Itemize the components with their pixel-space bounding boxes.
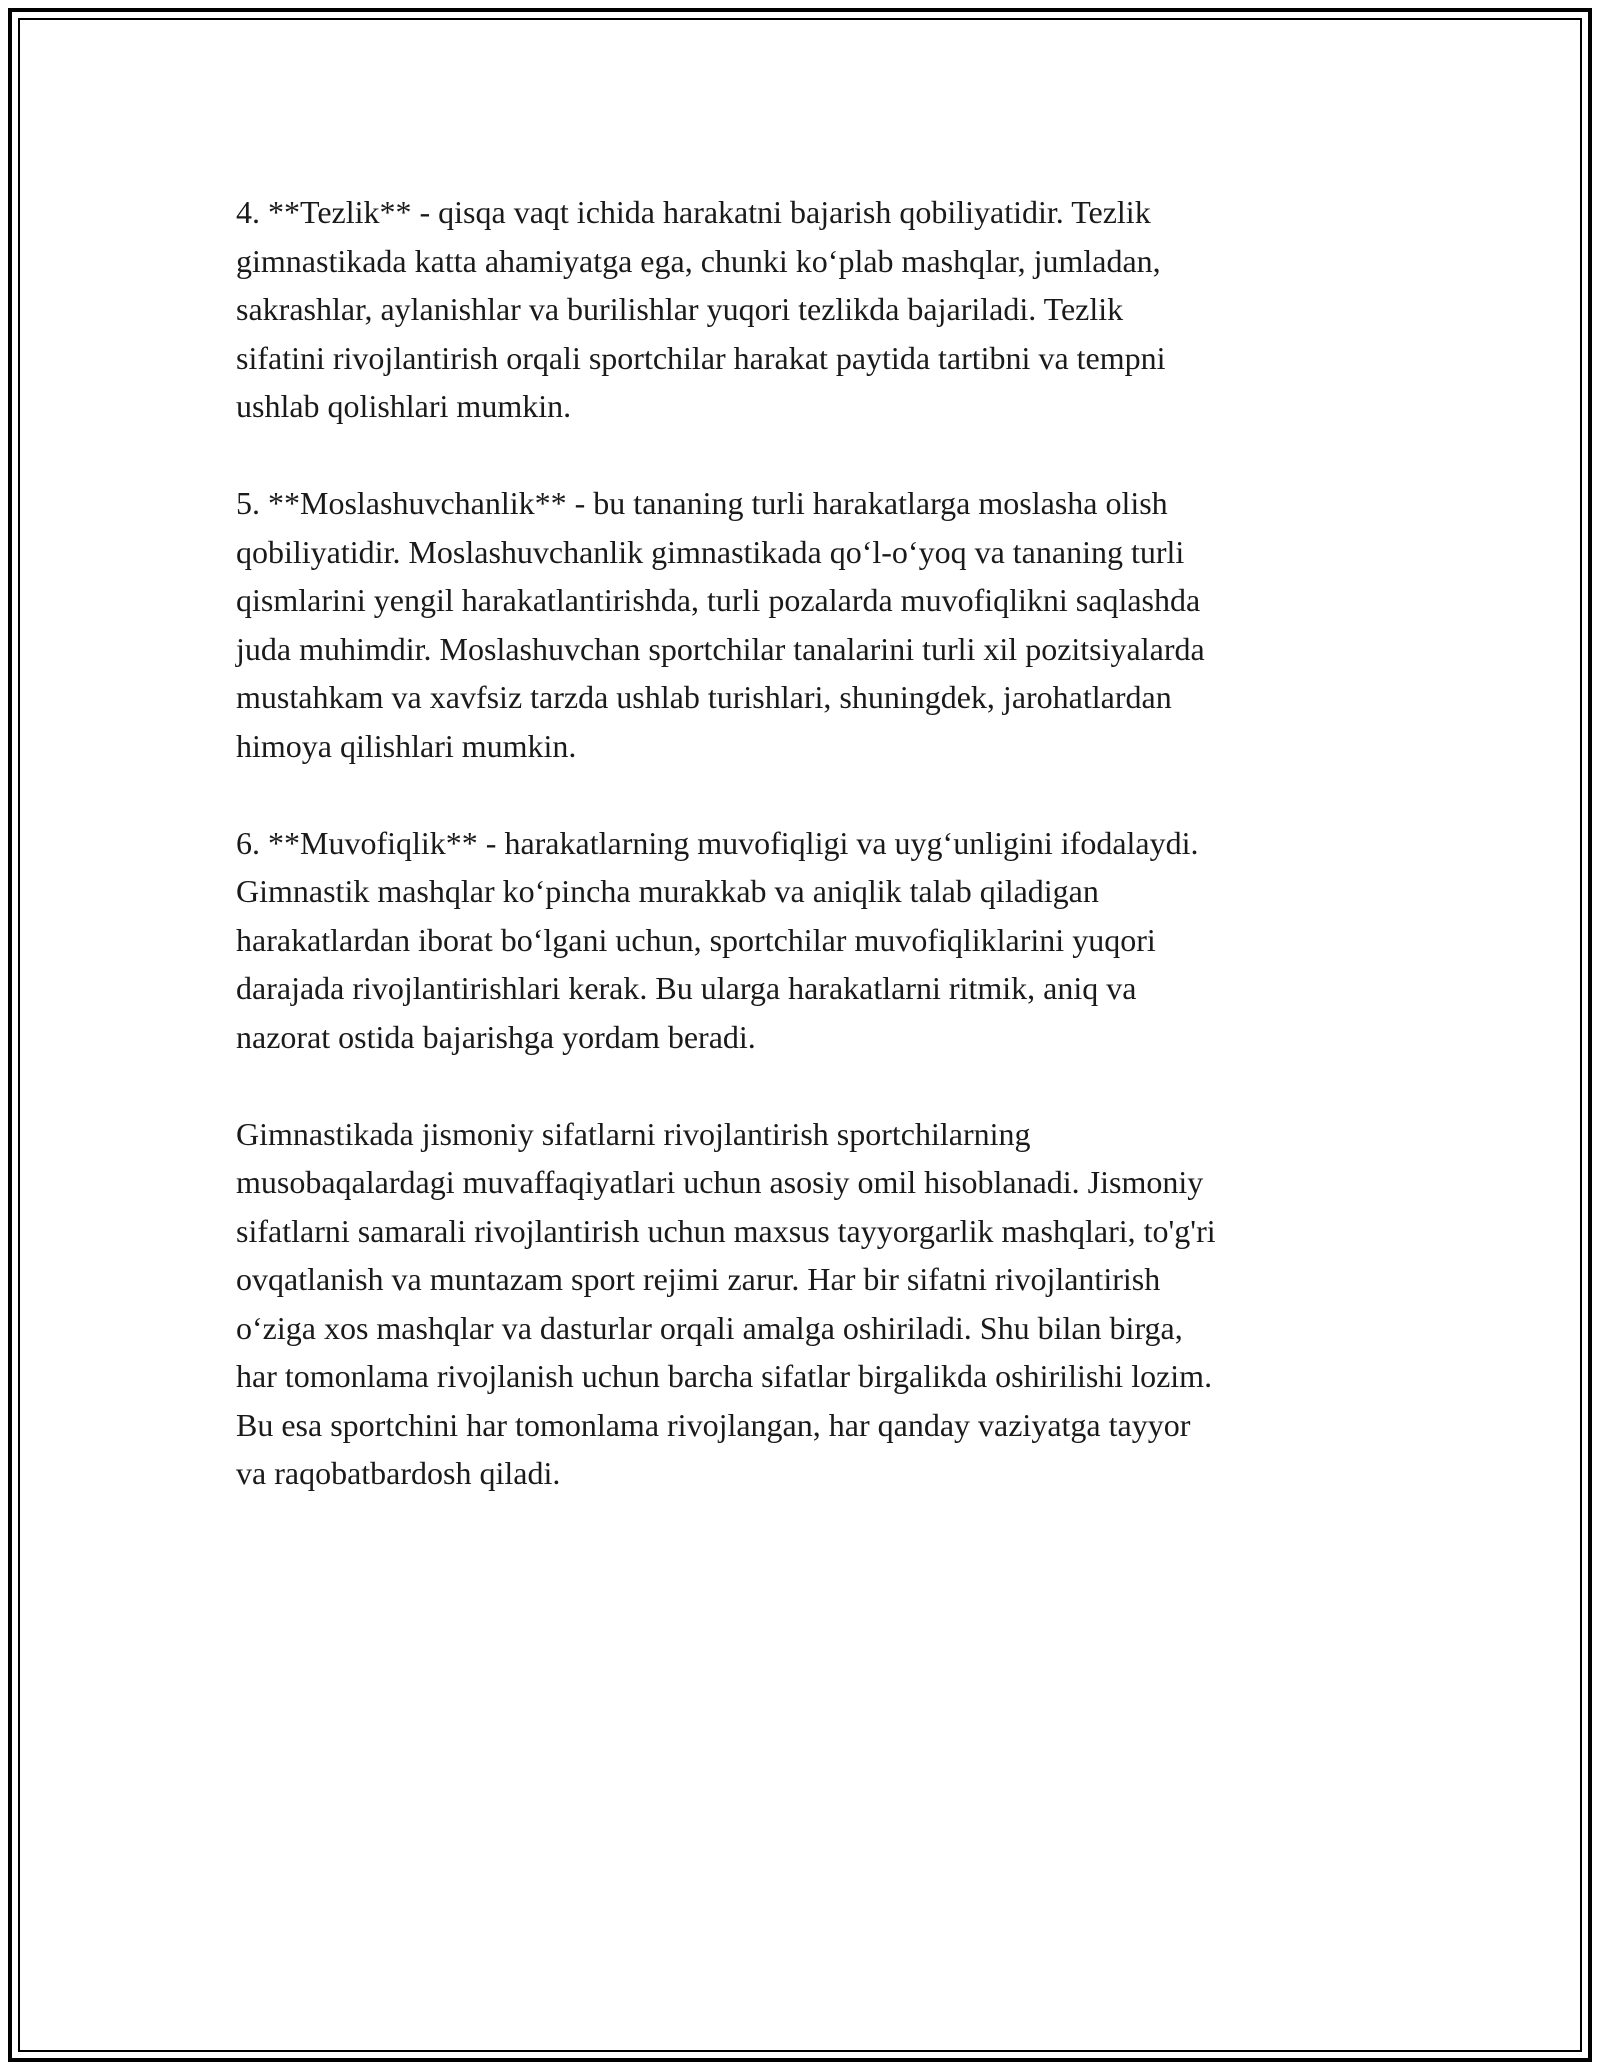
paragraph-moslashuvchanlik: 5. **Moslashuvchanlik** - bu tananing turli harakatlarga moslasha olish qobiliyatidir. Moslashuvchanlik gimnastikada qo‘l-o‘yoq va tananing turli qismlarini yengil harakatlantirishda, turli pozalarda muvofiqlikni saqlashda juda muhimdir. Moslashuvchan sportchilar tanalarini turli xil pozitsiyalarda mustahkam va xavfsiz tarzda ushlab turishlari, shuningdek, jarohatlardan himoya qilishlari mumkin.	[236, 485, 1205, 764]
paragraph-conclusion: Gimnastikada jismoniy sifatlarni rivojlantirish sportchilarning musobaqalardagi muvaffaqiyatlari uchun asosiy omil hisoblanadi. Jismoniy sifatlarni samarali rivojlantirish uchun maxsus tayyorgarlik mashqlari, to'g'ri ovqatlanish va muntazam sport rejimi zarur. Har bir sifatni rivojlantirish o‘ziga xos mashqlar va dasturlar orqali amalga oshiriladi. Shu bilan birga, har tomonlama rivojlanish uchun barcha sifatlar birgalikda oshirilishi lozim. Bu esa sportchini har tomonlama rivojlangan, har qanday vaziyatga tayyor va raqobatbardosh qiladi.	[236, 1115, 1216, 1491]
paragraph-muvofiqlik: 6. **Muvofiqlik** - harakatlarning muvofiqligi va uyg‘unligini ifodalaydi. Gimnastik mashqlar ko‘pincha murakkab va aniqlik talab qiladigan harakatlardan iborat bo‘lgani uchun, sportchilar muvofiqliklarini yuqori darajada rivojlantirishlari kerak. Bu ularga harakatlarni ritmik, aniq va nazorat ostida bajarishga yordam beradi.	[236, 824, 1199, 1055]
document-body	[236, 188, 1376, 1546]
paragraph-tezlik: 4. **Tezlik** - qisqa vaqt ichida harakatni bajarish qobiliyatidir. Tezlik gimnastikada katta ahamiyatga ega, chunki ko‘plab mashqlar, jumladan, sakrashlar, aylanishlar va burilishlar yuqori tezlikda bajariladi. Tezlik sifatini rivojlantirish orqali sportchilar harakat paytida tartibni va tempni ushlab qolishlari mumkin.	[236, 194, 1166, 424]
